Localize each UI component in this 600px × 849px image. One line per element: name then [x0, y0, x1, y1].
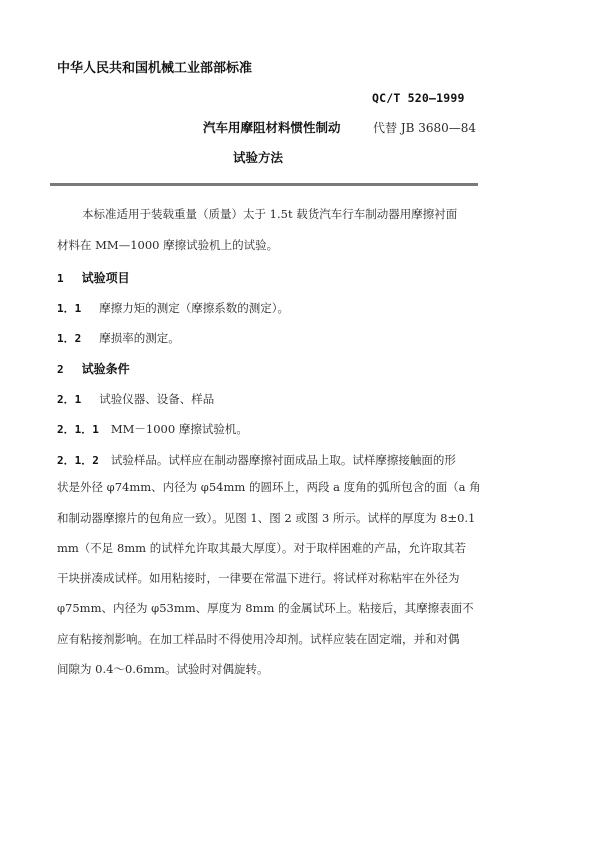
clause-1-2	[57, 327, 180, 346]
clause-number: 1．2	[57, 332, 82, 345]
clause-2-1-1	[57, 418, 248, 437]
clause-text: 试验样品。试样应在制动器摩擦衬面成品上取。试样摩擦接触面的形	[110, 453, 456, 467]
clause-2-1-2-line5: 干块拼凑成试样。如用粘接时，一律要在常温下进行。将试样对称粘牢在外径为	[57, 571, 460, 585]
clause-text: MM－1000 摩擦试验机。	[110, 422, 248, 436]
clause-2-1-2-line8: 间隙为 0.4～0.6mm。试验时对偶旋转。	[57, 662, 269, 676]
clause-2-1-2-line7: 应有粘接剂影响。在加工样品时不得使用冷却剂。试样应装在固定端，并和对偶	[57, 632, 460, 646]
standard-number: QC/T 520—1999	[372, 91, 465, 105]
clause-number: 2．1．2	[57, 454, 99, 467]
clause-1-1	[57, 297, 289, 316]
clause-2-1-2-line4: mm（不足 8mm 的试样允许取其最大厚度）。对于取样困难的产品，允许取其若	[57, 541, 466, 555]
clause-number: 2．1．1	[57, 423, 99, 436]
document-title-line2: 试验方法	[233, 150, 284, 165]
clause-number: 2．1	[57, 393, 82, 406]
section-title: 试验条件	[81, 362, 130, 376]
replaces-standard: 代替 JB 3680—84	[373, 121, 477, 135]
clause-2-1-2-line6: φ75mm、内径为 φ53mm、厚度为 8mm 的金属试环上。粘接后，其摩擦表面不	[57, 601, 474, 615]
issuer-heading: 中华人民共和国机械工业部部标准	[57, 61, 253, 76]
intro-paragraph-line1: 本标准适用于装载重量（质量）太于 1.5t 载货汽车行车制动器用摩擦衬面	[82, 207, 458, 221]
section-heading-2	[57, 358, 130, 377]
clause-text: 试验仪器、设备、样品	[99, 392, 215, 406]
clause-number: 1．1	[57, 302, 82, 315]
clause-2-1-2	[57, 449, 456, 468]
clause-2-1-2-line3: 和制动器摩擦片的包角应一致）。见图 1、图 2 或图 3 所示。试样的厚度为 8±0.1	[57, 511, 476, 525]
clause-2-1	[57, 388, 214, 407]
clause-2-1-2-line2: 状是外径 φ74mm、内径为 φ54mm 的圆环上，两段 a 度角的弧所包含的面（a 角	[57, 480, 481, 494]
intro-paragraph-line2: 材料在 MM—1000 摩擦试验机上的试验。	[57, 238, 279, 252]
document-title-line1: 汽车用摩阻材料惯性制动	[203, 120, 341, 135]
section-heading-1	[57, 267, 130, 286]
section-number: 1	[57, 272, 64, 285]
clause-text: 摩损率的测定。	[99, 331, 180, 345]
section-number: 2	[57, 363, 64, 376]
clause-text: 摩擦力矩的测定（摩擦系数的测定）。	[99, 301, 289, 315]
section-title: 试验项目	[81, 271, 130, 285]
header-divider	[50, 183, 478, 186]
